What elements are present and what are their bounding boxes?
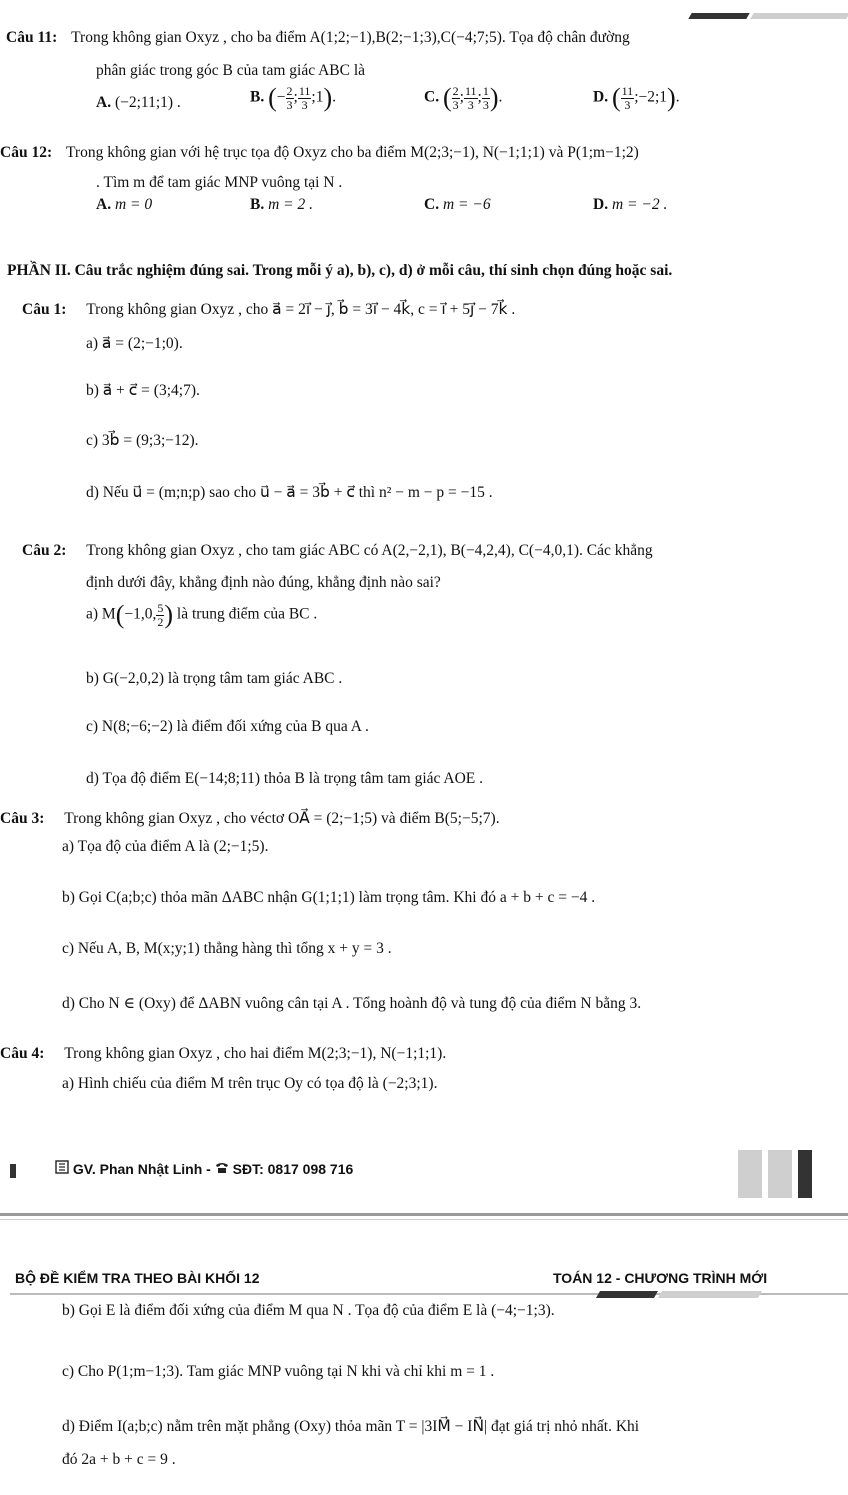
part2-heading: PHẦN II. Câu trắc nghiệm đúng sai. Trong mỗi ý a), b), c), d) ở mỗi câu, thí sinh chọn đúng hoặc sai. [7, 262, 673, 279]
footer-rule-thin [0, 1219, 848, 1220]
footer-phone: SĐT: 0817 098 716 [232, 1161, 354, 1177]
header2-left: BỘ ĐỀ KIỂM TRA THEO BÀI KHỐI 12 [15, 1270, 260, 1286]
header2-decor-dark [596, 1291, 658, 1298]
footer-block-3 [798, 1150, 812, 1198]
q11-option-a [96, 94, 181, 112]
c1-d: d) Nếu u⃗ = (m;n;p) sao cho u⃗ − a⃗ = 3b⃗ + c⃗ thì n² − m − p = −15 . [86, 484, 493, 501]
c4-label: Câu 4: [0, 1045, 45, 1062]
frac [464, 85, 478, 112]
q11-text2: phân giác trong góc B của tam giác ABC là [96, 62, 366, 79]
frac [286, 85, 294, 112]
q11-option-a-value: (−2;11;1) . [114, 94, 181, 111]
q12-option-c [424, 196, 491, 214]
header2-right: TOÁN 12 - CHƯƠNG TRÌNH MỚI [553, 1270, 768, 1286]
frac-num: 11 [621, 83, 634, 98]
frac-den: 3 [482, 97, 489, 112]
c4-a: a) Hình chiếu của điểm M trên trục Oy có tọa độ là (−2;3;1). [62, 1075, 438, 1092]
frac-den: 3 [301, 97, 308, 112]
q12-label: Câu 12: [0, 144, 53, 161]
q12-option-d-value: m = −2 . [611, 196, 668, 213]
q12-text1: Trong không gian với hệ trục tọa độ Oxyz cho ba điểm M(2;3;−1), N(−1;1;1) và P(1;m−1;2) [65, 144, 639, 161]
q11-option-d: D. ( $\frac{11}{3}$ ;−2;1). [593, 83, 680, 112]
q11-option-b-label: B. [250, 88, 265, 106]
c2-a-post: là trung điểm của BC . [176, 605, 318, 623]
q12-option-a-label: A. [96, 196, 112, 213]
q11-option-b: B. (− $\frac{2}{3}$ ; $\frac{11}{3}$ ;1). [250, 83, 336, 112]
frac [621, 85, 635, 112]
phone-icon [215, 1161, 229, 1177]
frac-den: 3 [286, 97, 293, 112]
c2-d: d) Tọa độ điểm E(−14;8;11) thỏa B là trọng tâm tam giác AOE . [86, 770, 484, 787]
q11-option-a-label: A. [96, 94, 112, 111]
c1-c: c) 3b⃗ = (9;3;−12). [86, 432, 199, 449]
q11-option-c: C. ( $\frac{2}{3}$ ; $\frac{11}{3}$ ; $\frac{1}{3}$ ). [424, 83, 503, 112]
footer-teacher: GV. Phan Nhật Linh [72, 1161, 203, 1177]
c2-text1: Trong không gian Oxyz , cho tam giác ABC có A(2,−2,1), B(−4,2,4), C(−4,0,1). Các khẳng [86, 542, 653, 559]
footer-rule [0, 1213, 848, 1216]
frac-num: 2 [452, 83, 459, 98]
frac-num: 5 [157, 600, 164, 615]
c3-label: Câu 3: [0, 810, 45, 827]
c2-label: Câu 2: [22, 542, 67, 559]
q12-option-d [593, 196, 667, 214]
q12-text2: . Tìm m để tam giác MNP vuông tại N . [96, 174, 343, 191]
frac-den: 2 [157, 614, 164, 629]
q12-option-b-value: m = 2 . [268, 196, 313, 213]
c1-line [22, 300, 515, 319]
footer-band [0, 1148, 848, 1210]
frac-den: 3 [452, 97, 459, 112]
header2-decor-gray [658, 1291, 762, 1298]
frac-num: 11 [298, 83, 311, 98]
frac-num: 1 [482, 83, 489, 98]
frac-den: 3 [624, 97, 631, 112]
top-decor-gray [750, 13, 848, 19]
c1-a: a) a⃗ = (2;−1;0). [86, 335, 183, 352]
c4-b: b) Gọi E là điểm đối xứng của điểm M qua N . Tọa độ của điểm E là (−4;−1;3). [62, 1302, 555, 1319]
c3-text: Trong không gian Oxyz , cho véctơ OA⃗ = (2;−1;5) và điểm B(5;−5;7). [64, 810, 500, 827]
c2-b: b) G(−2,0,2) là trọng tâm tam giác ABC . [86, 670, 343, 687]
c1-text: Trong không gian Oxyz , cho a⃗ = 2i⃗ − j⃗, b⃗ = 3i⃗ − 4k⃗, c = i⃗ + 5j⃗ − 7k⃗ . [86, 301, 516, 318]
c3-c: c) Nếu A, B, M(x;y;1) thẳng hàng thì tổng x + y = 3 . [62, 940, 392, 957]
c2-a: a) M(−1,0, $\frac{5}{2}$ ) là trung điểm của BC . [86, 600, 318, 629]
footer-left-mark [10, 1164, 16, 1178]
q12-option-c-value: m = −6 [442, 196, 491, 213]
q11-option-b-tail: ;1 [311, 88, 324, 106]
q12-option-a [96, 196, 152, 214]
frac [452, 85, 460, 112]
frac-den: 3 [467, 97, 474, 112]
footer-teacher-line [55, 1160, 353, 1177]
book-icon [55, 1160, 69, 1177]
c3-a: a) Tọa độ của điểm A là (2;−1;5). [62, 838, 269, 855]
q12-option-a-value: m = 0 [114, 196, 153, 213]
footer-block-1 [738, 1150, 762, 1198]
footer-sep: - [206, 1161, 211, 1177]
q12-option-b-label: B. [250, 196, 265, 213]
c2-line1 [22, 542, 653, 560]
c1-b: b) a⃗ + c⃗ = (3;4;7). [86, 382, 200, 399]
q12-option-d-label: D. [593, 196, 609, 213]
top-cut-formula [0, 0, 848, 2]
q12-option-b [250, 196, 313, 214]
c2-c: c) N(8;−6;−2) là điểm đối xứng của B qua A . [86, 718, 369, 735]
q11-option-d-tail: ;−2;1 [634, 88, 668, 106]
q11-option-c-label: C. [424, 88, 440, 106]
footer-block-2 [768, 1150, 792, 1198]
c4-text: Trong không gian Oxyz , cho hai điểm M(2;3;−1), N(−1;1;1). [64, 1045, 447, 1062]
c2-text2: định dưới đây, khẳng định nào đúng, khẳng định nào sai? [86, 574, 441, 591]
c1-label: Câu 1: [22, 301, 67, 318]
c2-a-coord: −1,0, [124, 605, 157, 623]
frac-num: 2 [286, 83, 293, 98]
frac-num: 11 [464, 83, 477, 98]
c4-c: c) Cho P(1;m−1;3). Tam giác MNP vuông tại N khi và chỉ khi m = 1 . [62, 1363, 495, 1380]
c3-d: d) Cho N ∈ (Oxy) để ΔABN vuông cân tại A . Tổng hoành độ và tung độ của điểm N bằng 3. [62, 995, 642, 1012]
frac [298, 85, 312, 112]
c4-d2: đó 2a + b + c = 9 . [62, 1451, 176, 1468]
q11-text1: Trong không gian Oxyz , cho ba điểm A(1;2;−1),B(2;−1;3),C(−4;7;5). Tọa độ chân đường [71, 29, 630, 46]
top-decor-dark [688, 13, 749, 19]
c3-b: b) Gọi C(a;b;c) thỏa mãn ΔABC nhận G(1;1;1) làm trọng tâm. Khi đó a + b + c = −4 . [62, 889, 596, 906]
q12-line1 [0, 144, 639, 162]
q11-label: Câu 11: [6, 29, 58, 46]
c3-line [0, 809, 500, 828]
frac [482, 85, 490, 112]
c4-d1: d) Điểm I(a;b;c) nằm trên mặt phẳng (Oxy) thỏa mãn T = |3IM⃗ − IN⃗| đạt giá trị nhỏ nhất. Khi [62, 1418, 640, 1435]
c4-line [0, 1045, 446, 1063]
c2-a-pre: a) M [86, 605, 116, 623]
q12-option-c-label: C. [424, 196, 440, 213]
q11-option-d-label: D. [593, 88, 609, 106]
q11-line1 [6, 29, 630, 47]
